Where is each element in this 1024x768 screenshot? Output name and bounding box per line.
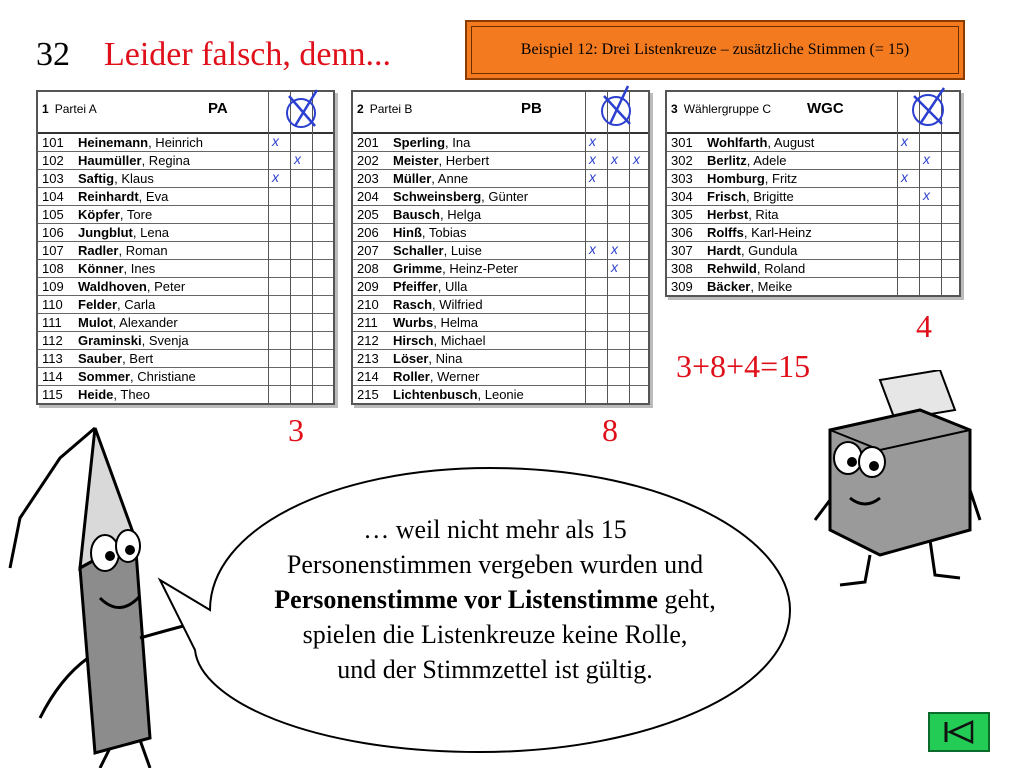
candidate-number: 301 xyxy=(671,135,693,150)
candidate-name xyxy=(393,260,518,277)
candidate-row xyxy=(667,260,959,278)
candidate-row xyxy=(38,314,333,332)
ballot-party-b xyxy=(351,90,650,405)
candidate-number: 107 xyxy=(42,243,64,258)
ballot-party-a xyxy=(36,90,335,405)
candidate-last-name: Meister xyxy=(393,153,439,168)
candidate-row xyxy=(353,368,648,386)
candidate-first-name: , Werner xyxy=(429,369,480,384)
candidate-name xyxy=(393,134,470,151)
bubble-line-3 xyxy=(205,582,785,617)
list-cross-circle-icon xyxy=(596,84,640,130)
candidate-row xyxy=(667,152,959,170)
candidate-number: 214 xyxy=(357,369,379,384)
candidate-row xyxy=(38,206,333,224)
ballot-party-abbr: PA xyxy=(208,100,228,117)
candidate-row xyxy=(353,206,648,224)
ballot-party-name: Partei A xyxy=(54,102,97,116)
candidate-number: 109 xyxy=(42,279,64,294)
candidate-first-name: , Lena xyxy=(132,225,170,240)
candidate-last-name: Radler xyxy=(78,243,119,258)
candidate-row xyxy=(353,386,648,403)
candidate-name xyxy=(393,278,467,295)
bubble-line: spielen die Listenkreuze keine Rolle, xyxy=(302,620,688,649)
candidate-name xyxy=(393,170,468,187)
candidate-last-name: Frisch xyxy=(707,189,747,204)
candidate-number: 106 xyxy=(42,225,64,240)
candidate-row xyxy=(38,188,333,206)
candidate-name xyxy=(78,296,155,313)
candidate-first-name: , Rita xyxy=(748,207,779,222)
candidate-row xyxy=(353,242,648,260)
candidate-vote-cross-icon: x xyxy=(611,259,618,275)
candidate-row xyxy=(38,332,333,350)
vote-sum: 3+8+4=15 xyxy=(676,348,811,384)
candidate-name xyxy=(78,134,203,151)
candidate-row xyxy=(38,386,333,403)
candidate-last-name: Grimme xyxy=(393,261,443,276)
candidate-name xyxy=(78,152,190,169)
candidate-number: 108 xyxy=(42,261,64,276)
candidate-row xyxy=(353,296,648,314)
candidate-first-name: , Roland xyxy=(756,261,806,276)
candidate-number: 105 xyxy=(42,207,64,222)
candidate-last-name: Heide xyxy=(78,387,114,402)
candidate-name xyxy=(707,152,787,169)
candidate-row xyxy=(667,224,959,242)
candidate-vote-cross-icon: x xyxy=(589,241,596,257)
candidate-number: 207 xyxy=(357,243,379,258)
candidate-number: 112 xyxy=(42,333,63,348)
candidate-number: 211 xyxy=(357,315,378,330)
candidate-last-name: Hinß xyxy=(393,225,422,240)
candidate-row xyxy=(353,152,648,170)
candidate-row xyxy=(353,314,648,332)
candidate-vote-cross-icon: x xyxy=(272,133,279,149)
candidate-first-name: , Bert xyxy=(122,351,154,366)
skip-to-start-icon xyxy=(930,714,988,750)
candidate-row xyxy=(38,350,333,368)
list-cross-circle-icon xyxy=(281,86,325,132)
candidate-row xyxy=(667,188,959,206)
ballot-number: 2 xyxy=(357,102,364,116)
candidate-first-name: , Heinz-Peter xyxy=(442,261,519,276)
candidate-name xyxy=(393,296,483,313)
example-label: Beispiel 12: Drei Listenkreuze – zusätzliche Stimmen (= 15) xyxy=(471,26,959,74)
candidate-last-name: Könner xyxy=(78,261,124,276)
candidate-number: 111 xyxy=(42,315,62,330)
ballot-box-character-icon xyxy=(810,370,990,600)
candidate-last-name: Jungblut xyxy=(78,225,133,240)
candidate-first-name: , Svenja xyxy=(141,333,189,348)
candidate-vote-cross-icon: x xyxy=(294,151,301,167)
candidate-row xyxy=(667,134,959,152)
candidate-last-name: Homburg xyxy=(707,171,765,186)
candidate-first-name: , Klaus xyxy=(114,171,154,186)
candidate-name xyxy=(393,206,481,223)
candidate-vote-cross-icon: x xyxy=(589,151,596,167)
candidate-vote-cross-icon: x xyxy=(633,151,640,167)
candidate-last-name: Haumüller xyxy=(78,153,142,168)
candidate-last-name: Reinhardt xyxy=(78,189,139,204)
candidate-first-name: , Fritz xyxy=(764,171,798,186)
candidate-last-name: Rolffs xyxy=(707,225,744,240)
candidate-number: 204 xyxy=(357,189,379,204)
candidate-row xyxy=(353,332,648,350)
candidate-first-name: , Helma xyxy=(433,315,479,330)
candidate-vote-cross-icon: x xyxy=(901,169,908,185)
candidate-first-name: , Ina xyxy=(445,135,471,150)
candidate-last-name: Rehwild xyxy=(707,261,757,276)
slide-title: Leider falsch, denn... xyxy=(104,36,391,73)
candidate-number: 206 xyxy=(357,225,379,240)
ballot-party-abbr: PB xyxy=(521,100,542,117)
candidate-first-name: , Ulla xyxy=(437,279,468,294)
candidate-row xyxy=(353,350,648,368)
candidate-name xyxy=(78,314,178,331)
candidate-name xyxy=(707,278,792,295)
candidate-last-name: Saftig xyxy=(78,171,115,186)
candidate-first-name: , Ines xyxy=(123,261,156,276)
candidate-number: 203 xyxy=(357,171,379,186)
candidate-name xyxy=(707,188,794,205)
candidate-row xyxy=(38,278,333,296)
candidate-number: 201 xyxy=(357,135,379,150)
candidate-first-name: , Leonie xyxy=(477,387,524,402)
candidate-first-name: , Luise xyxy=(443,243,482,258)
candidate-first-name: , Regina xyxy=(141,153,190,168)
candidate-last-name: Löser xyxy=(393,351,429,366)
candidate-first-name: , Adele xyxy=(746,153,787,168)
candidate-last-name: Bausch xyxy=(393,207,440,222)
candidate-number: 212 xyxy=(357,333,379,348)
candidate-name xyxy=(78,350,153,367)
candidate-row xyxy=(38,224,333,242)
vote-count-a: 3 xyxy=(288,412,304,448)
candidate-number: 209 xyxy=(357,279,379,294)
candidate-row xyxy=(667,170,959,188)
candidate-first-name: , August xyxy=(767,135,815,150)
candidate-first-name: , Tobias xyxy=(421,225,467,240)
candidate-row xyxy=(38,242,333,260)
candidate-first-name: , Eva xyxy=(138,189,169,204)
candidate-last-name: Bäcker xyxy=(707,279,751,294)
candidate-first-name: , Heinrich xyxy=(148,135,203,150)
candidate-last-name: Lichtenbusch xyxy=(393,387,478,402)
candidate-row xyxy=(667,206,959,224)
candidate-number: 309 xyxy=(671,279,693,294)
candidate-last-name: Sperling xyxy=(393,135,446,150)
candidate-row xyxy=(38,368,333,386)
candidate-number: 303 xyxy=(671,171,693,186)
vote-count-b: 8 xyxy=(602,412,618,448)
candidate-last-name: Berlitz xyxy=(707,153,747,168)
candidate-name xyxy=(707,242,797,259)
candidate-number: 102 xyxy=(42,153,64,168)
candidate-name xyxy=(393,386,524,403)
candidate-name xyxy=(78,242,168,259)
bubble-line: und der Stimmzettel ist gültig. xyxy=(337,655,653,684)
candidate-last-name: Schaller xyxy=(393,243,444,258)
candidate-number: 210 xyxy=(357,297,379,312)
speech-bubble-text xyxy=(205,512,785,687)
candidate-first-name: , Herbert xyxy=(438,153,490,168)
candidate-row xyxy=(353,224,648,242)
candidate-name xyxy=(393,314,478,331)
candidate-row xyxy=(353,188,648,206)
candidate-number: 110 xyxy=(42,297,63,312)
candidate-name xyxy=(78,206,152,223)
candidate-row xyxy=(353,134,648,152)
candidate-first-name: , Karl-Heinz xyxy=(743,225,812,240)
candidate-last-name: Müller xyxy=(393,171,432,186)
candidate-row xyxy=(38,134,333,152)
candidate-first-name: , Peter xyxy=(146,279,186,294)
candidate-name xyxy=(393,188,528,205)
candidate-row xyxy=(353,278,648,296)
candidate-last-name: Sommer xyxy=(78,369,131,384)
bubble-emphasis: Personenstimme vor Listenstimme xyxy=(274,585,658,614)
bubble-line: Personenstimmen vergeben wurden und xyxy=(286,550,704,579)
bubble-line: … weil nicht mehr als 15 xyxy=(363,515,627,544)
candidate-first-name: , Helga xyxy=(439,207,482,222)
candidate-number: 308 xyxy=(671,261,693,276)
ballot-number: 3 xyxy=(671,102,678,116)
candidate-number: 113 xyxy=(42,351,63,366)
candidate-first-name: , Brigitte xyxy=(746,189,794,204)
candidate-first-name: , Nina xyxy=(428,351,463,366)
candidate-name xyxy=(393,152,489,169)
candidate-row xyxy=(667,242,959,260)
candidate-name xyxy=(393,332,486,349)
ballot-party-name: Wählergruppe C xyxy=(683,102,772,116)
candidate-vote-cross-icon: x xyxy=(923,187,930,203)
candidate-last-name: Hardt xyxy=(707,243,741,258)
candidate-vote-cross-icon: x xyxy=(589,133,596,149)
candidate-vote-cross-icon: x xyxy=(901,133,908,149)
candidate-number: 307 xyxy=(671,243,693,258)
candidate-vote-cross-icon: x xyxy=(611,241,618,257)
candidate-vote-cross-icon: x xyxy=(923,151,930,167)
candidate-row xyxy=(38,260,333,278)
candidate-first-name: , Gundula xyxy=(740,243,798,258)
candidate-last-name: Felder xyxy=(78,297,118,312)
candidate-name xyxy=(707,206,779,223)
candidate-last-name: Heinemann xyxy=(78,135,149,150)
candidate-last-name: Waldhoven xyxy=(78,279,147,294)
list-cross-circle-icon xyxy=(906,84,950,130)
candidate-name xyxy=(78,188,168,205)
candidate-first-name: , Anne xyxy=(431,171,469,186)
candidate-name xyxy=(78,278,185,295)
ballot-party-name: Partei B xyxy=(369,102,413,116)
candidate-name xyxy=(78,224,169,241)
example-box xyxy=(465,20,965,80)
candidate-number: 104 xyxy=(42,189,64,204)
bubble-line-end: geht, xyxy=(657,585,716,614)
candidate-row xyxy=(38,296,333,314)
candidate-first-name: , Roman xyxy=(118,243,168,258)
candidate-name xyxy=(707,170,797,187)
candidate-number: 305 xyxy=(671,207,693,222)
candidate-number: 114 xyxy=(42,369,63,384)
vote-count-c: 4 xyxy=(916,308,932,344)
candidate-last-name: Köpfer xyxy=(78,207,120,222)
candidate-vote-cross-icon: x xyxy=(589,169,596,185)
candidate-last-name: Hirsch xyxy=(393,333,434,348)
slide-number: 32 xyxy=(36,36,70,73)
candidate-vote-cross-icon: x xyxy=(611,151,618,167)
candidate-number: 304 xyxy=(671,189,693,204)
candidate-number: 215 xyxy=(357,387,379,402)
candidate-last-name: Roller xyxy=(393,369,430,384)
candidate-first-name: , Theo xyxy=(113,387,151,402)
candidate-row xyxy=(667,278,959,295)
candidate-number: 213 xyxy=(357,351,379,366)
candidate-name xyxy=(78,260,155,277)
candidate-last-name: Schweinsberg xyxy=(393,189,482,204)
candidate-row xyxy=(353,170,648,188)
candidate-last-name: Mulot xyxy=(78,315,113,330)
candidate-name xyxy=(707,224,812,241)
candidate-name xyxy=(78,170,154,187)
candidate-first-name: , Christiane xyxy=(130,369,196,384)
candidate-name xyxy=(393,242,482,259)
candidate-row xyxy=(38,170,333,188)
candidate-row xyxy=(38,152,333,170)
candidate-name xyxy=(707,134,814,151)
candidate-number: 205 xyxy=(357,207,379,222)
candidate-last-name: Herbst xyxy=(707,207,749,222)
candidate-name xyxy=(78,368,196,385)
ballot-number: 1 xyxy=(42,102,49,116)
candidate-last-name: Pfeiffer xyxy=(393,279,438,294)
candidate-name xyxy=(393,224,466,241)
candidate-name xyxy=(78,332,189,349)
candidate-row xyxy=(353,260,648,278)
candidate-first-name: , Günter xyxy=(481,189,529,204)
candidate-first-name: , Wilfried xyxy=(432,297,483,312)
candidate-number: 306 xyxy=(671,225,693,240)
candidate-number: 101 xyxy=(42,135,64,150)
candidate-name xyxy=(393,350,462,367)
candidate-name xyxy=(78,386,150,403)
candidate-number: 208 xyxy=(357,261,379,276)
candidate-first-name: , Carla xyxy=(117,297,156,312)
candidate-first-name: , Tore xyxy=(119,207,153,222)
candidate-number: 202 xyxy=(357,153,379,168)
ballot-party-abbr: WGC xyxy=(807,100,844,117)
candidate-last-name: Wohlfarth xyxy=(707,135,768,150)
candidate-first-name: , Alexander xyxy=(112,315,178,330)
candidate-first-name: , Meike xyxy=(750,279,793,294)
candidate-last-name: Graminski xyxy=(78,333,142,348)
candidate-first-name: , Michael xyxy=(433,333,486,348)
candidate-last-name: Rasch xyxy=(393,297,433,312)
candidate-number: 103 xyxy=(42,171,64,186)
candidate-last-name: Wurbs xyxy=(393,315,434,330)
candidate-last-name: Sauber xyxy=(78,351,123,366)
candidate-number: 115 xyxy=(42,387,63,402)
candidate-number: 302 xyxy=(671,153,693,168)
candidate-vote-cross-icon: x xyxy=(272,169,279,185)
candidate-name xyxy=(707,260,805,277)
first-slide-button[interactable] xyxy=(928,712,990,752)
candidate-name xyxy=(393,368,479,385)
